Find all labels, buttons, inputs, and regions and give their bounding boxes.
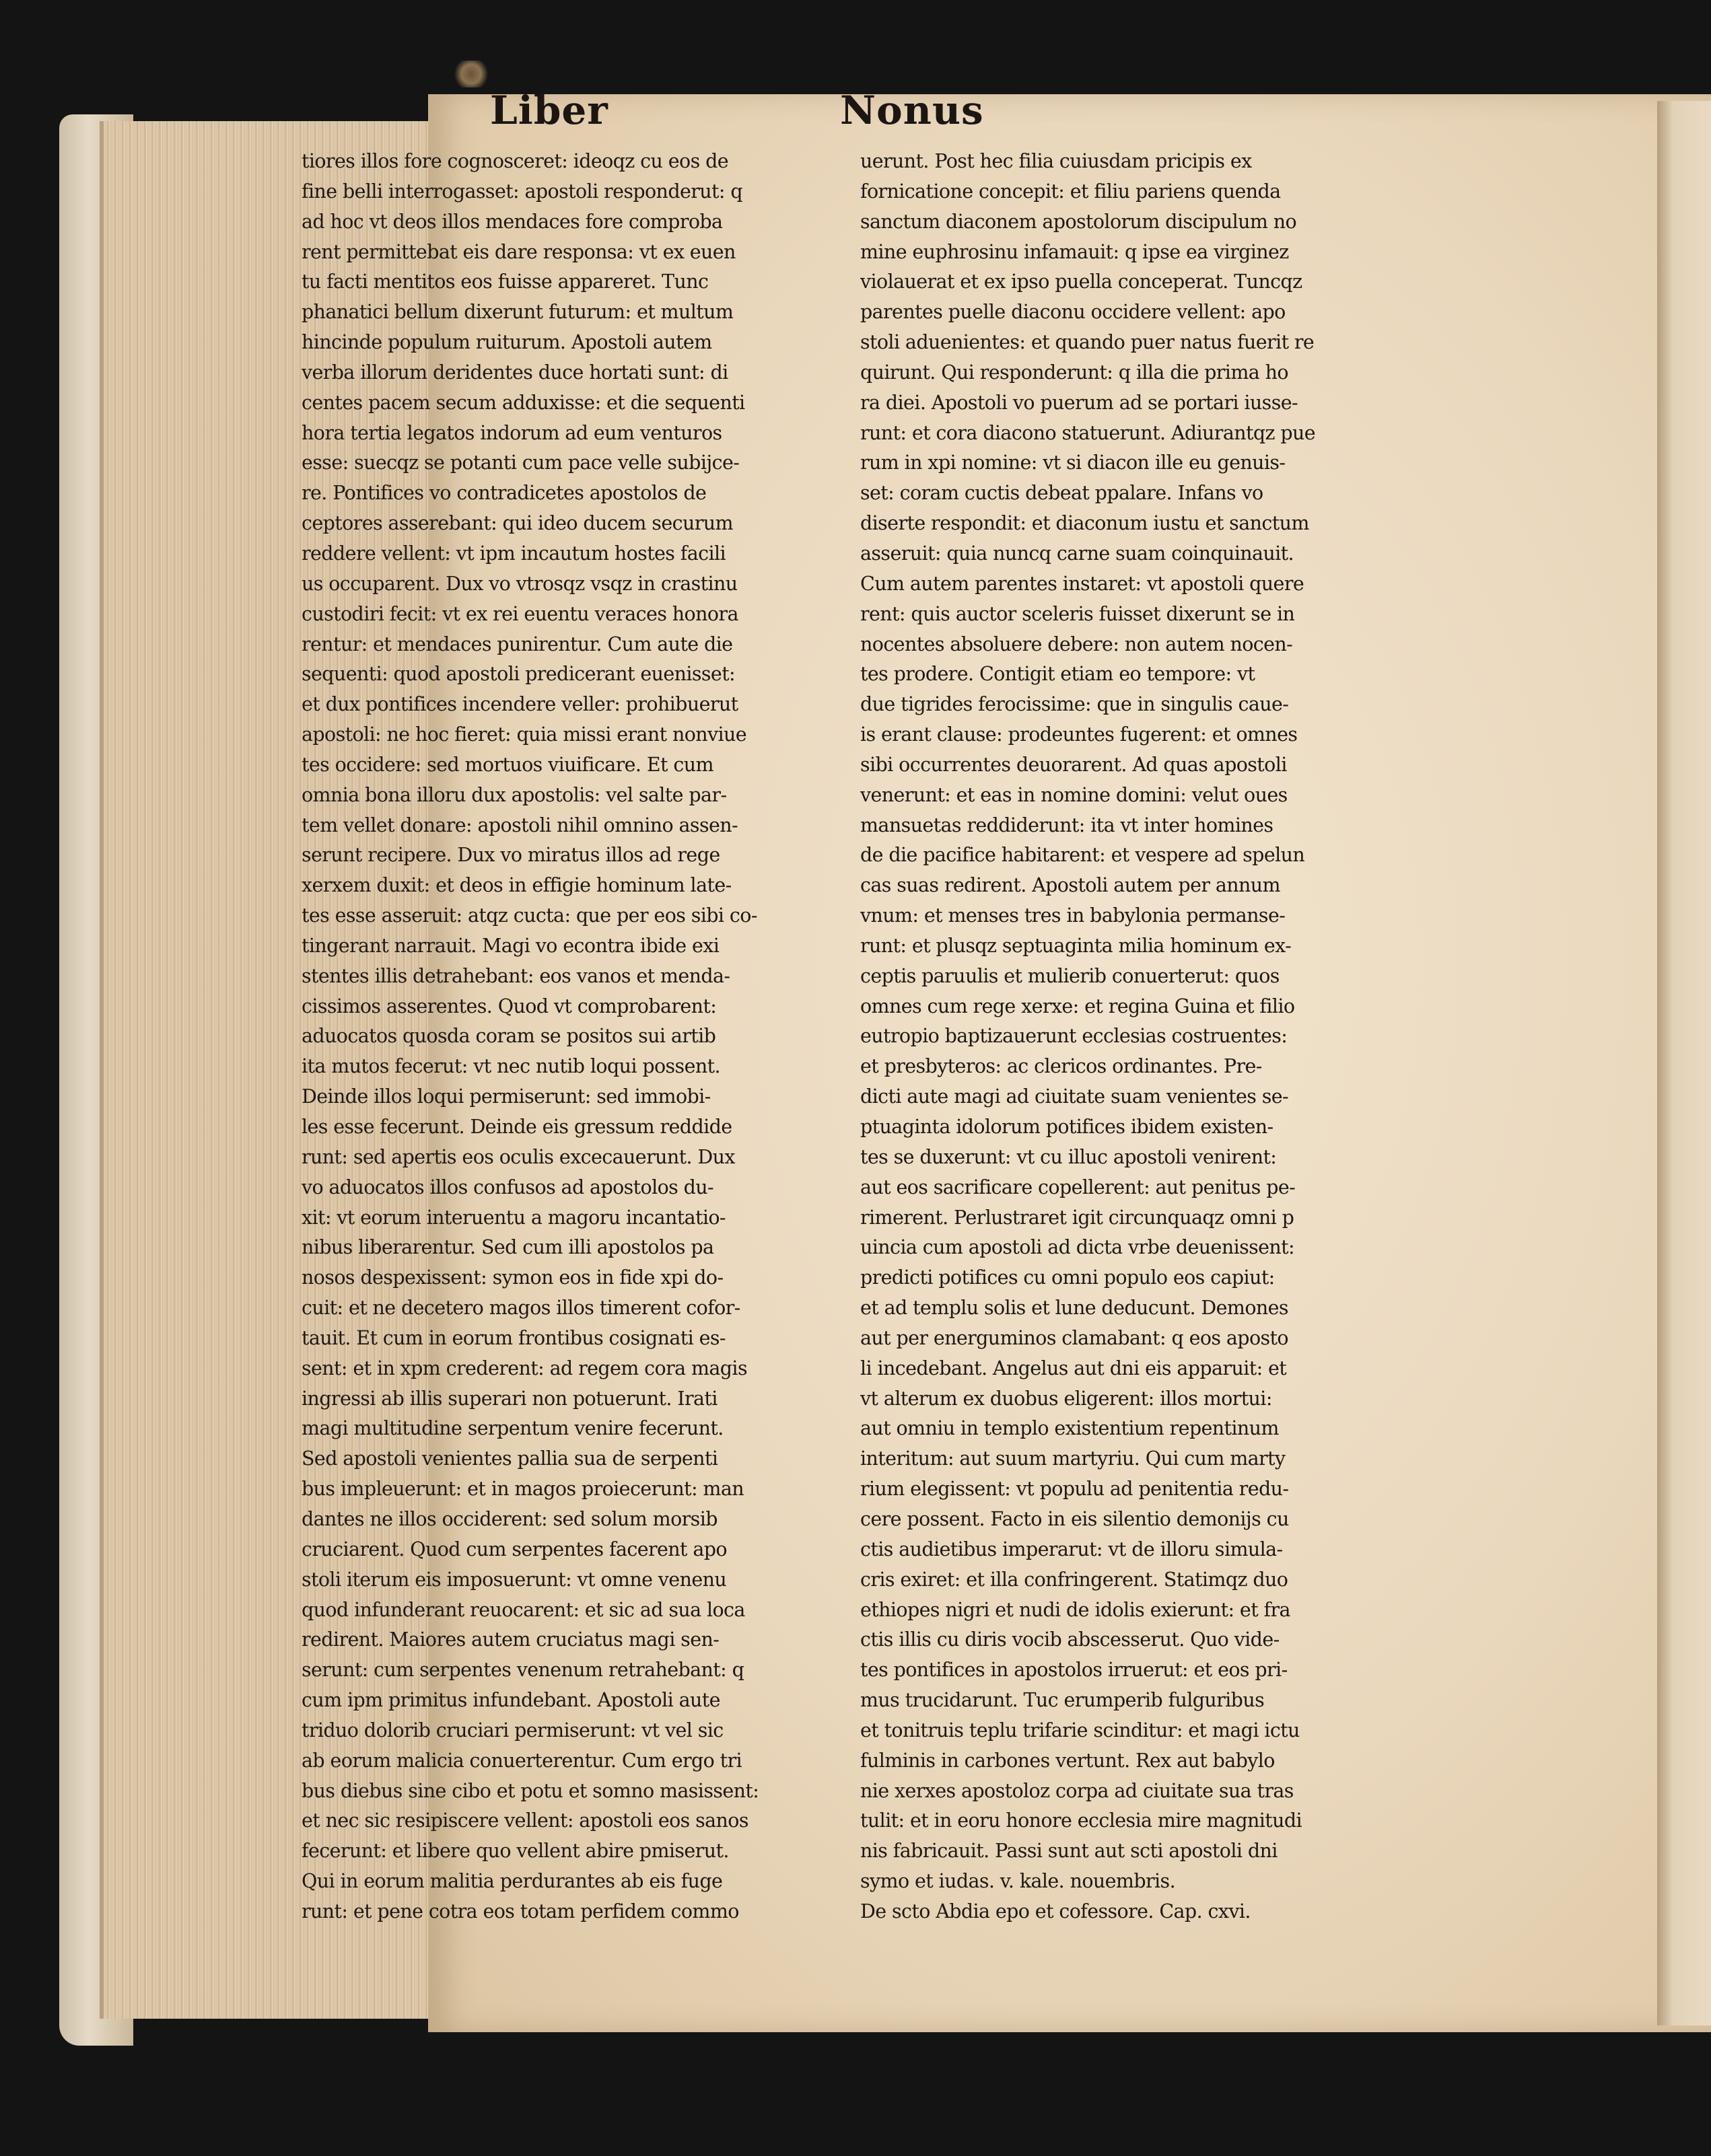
text-line: ceptis paruulis et mulierib conuerterut: quos <box>860 964 1280 987</box>
text-line: tes esse asseruit: atqz cucta: que per eos sibi co- <box>302 904 757 927</box>
text-line: uerunt. Post hec filia cuiusdam pricipis ex <box>860 150 1252 172</box>
text-line: symo et iudas. v. kale. nouembris. <box>860 1870 1176 1893</box>
text-line: omnia bona illoru dux apostolis: vel salte par- <box>302 783 727 806</box>
text-line: runt: et plusqz septuaginta milia hominum ex- <box>860 934 1292 957</box>
text-line: phanatici bellum dixerunt futurum: et multum <box>302 301 734 324</box>
text-line: aut per energuminos clamabant: q eos aposto <box>860 1326 1288 1349</box>
text-line: ceptores asserebant: qui ideo ducem securum <box>302 512 733 535</box>
text-column-left <box>302 147 814 1927</box>
text-line: bus diebus sine cibo et potu et somno masissent: <box>302 1779 759 1802</box>
text-line: tes se duxerunt: vt cu illuc apostoli venirent: <box>860 1145 1277 1168</box>
text-column-right <box>860 147 1345 1927</box>
text-line: nosos despexissent: symon eos in fide xpi do- <box>302 1266 724 1289</box>
text-line: rimerent. Perlustraret igit circunquaqz omni p <box>860 1206 1294 1229</box>
text-line: sibi occurrentes deuorarent. Ad quas apostoli <box>860 753 1287 776</box>
text-line: custodiri fecit: vt ex rei euentu veraces honora <box>302 602 738 625</box>
running-head-right: Nonus <box>840 87 984 133</box>
text-line: fecerunt: et libere quo vellent abire pmiserut. <box>302 1840 729 1863</box>
text-line: sanctum diaconem apostolorum discipulum no <box>860 210 1297 233</box>
text-line: tingerant narrauit. Magi vo econtra ibide exi <box>302 934 720 957</box>
text-line: et ad templu solis et lune deducunt. Demones <box>860 1297 1288 1320</box>
text-line: et tonitruis teplu trifarie scinditur: et magi ictu <box>860 1719 1300 1741</box>
text-line: tulit: et in eoru honore ecclesia mire magnitudi <box>860 1809 1302 1832</box>
text-line: hora tertia legatos indorum ad eum venturos <box>302 421 722 444</box>
text-line: bus impleuerunt: et in magos proiecerunt: man <box>302 1478 744 1501</box>
text-line: redirent. Maiores autem cruciatus magi sen- <box>302 1628 720 1651</box>
text-line: De scto Abdia epo et cofessore. Cap. cxvi. <box>860 1900 1251 1923</box>
text-line: eutropio baptizauerunt ecclesias costruentes: <box>860 1025 1288 1048</box>
text-line: nis fabricauit. Passi sunt aut scti apostoli dni <box>860 1840 1278 1863</box>
text-line: venerunt: et eas in nomine domini: velut oues <box>860 783 1288 806</box>
text-line: de die pacifice habitarent: et vespere ad spelun <box>860 844 1305 867</box>
text-line: stentes illis detrahebant: eos vanos et menda- <box>302 964 730 987</box>
text-line: sequenti: quod apostoli predicerant euenisset: <box>302 663 736 686</box>
text-line: predicti potifices cu omni populo eos capiut: <box>860 1266 1275 1289</box>
text-line: dicti aute magi ad ciuitate suam venientes se- <box>860 1085 1289 1108</box>
text-line: runt: et cora diacono statuerunt. Adiurantqz pue <box>860 421 1316 444</box>
text-line: ra diei. Apostoli vo puerum ad se portari iusse- <box>860 391 1298 414</box>
text-line: cissimos asserentes. Quod vt comprobarent: <box>302 995 717 1017</box>
text-line: ad hoc vt deos illos mendaces fore comproba <box>302 210 723 233</box>
text-line: set: coram cuctis debeat ppalare. Infans vo <box>860 482 1263 505</box>
text-line: aut eos sacrificare copellerent: aut penitus pe- <box>860 1176 1296 1198</box>
text-line: interitum: aut suum martyriu. Qui cum marty <box>860 1447 1286 1470</box>
text-line: esse: suecqz se potanti cum pace velle subijce- <box>302 452 740 474</box>
text-line: et presbyteros: ac clericos ordinantes. Pre- <box>860 1055 1262 1078</box>
text-line: magi multitudine serpentum venire fecerunt. <box>302 1417 724 1440</box>
text-line: xit: vt eorum interuentu a magoru incantatio- <box>302 1206 726 1229</box>
text-line: re. Pontifices vo contradicetes apostolos de <box>302 482 707 505</box>
ink-stain <box>451 61 491 87</box>
text-line: uincia cum apostoli ad dicta vrbe deuenissent: <box>860 1236 1295 1259</box>
text-line: tes pontifices in apostolos irruerut: et eos pri- <box>860 1659 1288 1682</box>
text-line: quirunt. Qui responderunt: q illa die prima ho <box>860 361 1288 384</box>
text-line: aut omniu in templo existentium repentinum <box>860 1417 1279 1440</box>
text-line: Cum autem parentes instaret: vt apostoli quere <box>860 572 1304 595</box>
text-line: mansuetas reddiderunt: ita vt inter homines <box>860 814 1273 836</box>
text-line: Sed apostoli venientes pallia sua de serpenti <box>302 1447 718 1470</box>
text-line: ethiopes nigri et nudi de idolis exierunt: et fra <box>860 1598 1290 1621</box>
text-line: runt: sed apertis eos oculis excecauerunt. Dux <box>302 1145 735 1168</box>
text-line: quod infunderant reuocarent: et sic ad sua loca <box>302 1598 745 1621</box>
text-line: li incedebant. Angelus aut dni eis apparuit: et <box>860 1357 1287 1379</box>
text-line: omnes cum rege xerxe: et regina Guina et filio <box>860 995 1295 1017</box>
text-line: cuit: et ne decetero magos illos timerent cofor- <box>302 1297 740 1320</box>
text-line: nie xerxes apostoloz corpa ad ciuitate sua tras <box>860 1779 1294 1802</box>
text-line: tes occidere: sed mortuos viuificare. Et cum <box>302 753 713 776</box>
text-line: et nec sic resipiscere vellent: apostoli eos sanos <box>302 1809 748 1832</box>
text-line: ctis illis cu diris vocib abscesserut. Quo vide- <box>860 1628 1280 1651</box>
facing-page-edge <box>1657 101 1711 2025</box>
text-line: mus trucidarunt. Tuc erumperib fulguribus <box>860 1689 1265 1712</box>
text-line: ptuaginta idolorum potifices ibidem existen- <box>860 1116 1273 1138</box>
text-line: fulminis in carbones vertunt. Rex aut babylo <box>860 1749 1275 1772</box>
text-line: hincinde populum ruiturum. Apostoli autem <box>302 331 712 354</box>
text-line: Deinde illos loqui permiserunt: sed immobi- <box>302 1085 711 1108</box>
text-line: ctis audietibus imperarut: vt de illoru simula- <box>860 1538 1283 1560</box>
text-line: cris exiret: et illa confringerent. Statimqz duo <box>860 1568 1288 1591</box>
text-line: nocentes absoluere debere: non autem nocen- <box>860 633 1293 655</box>
text-line: tiores illos fore cognosceret: ideoqz cu eos de <box>302 150 728 172</box>
text-line: triduo dolorib cruciari permiserunt: vt vel sic <box>302 1719 724 1741</box>
text-line: tu facti mentitos eos fuisse appareret. Tunc <box>302 271 709 293</box>
text-line: xerxem duxit: et deos in effigie hominum late- <box>302 874 732 897</box>
text-line: centes pacem secum adduxisse: et die sequenti <box>302 391 745 414</box>
text-line: diserte respondit: et diaconum iustu et sanctum <box>860 512 1309 535</box>
text-line: rium elegissent: vt populu ad penitentia redu- <box>860 1478 1289 1501</box>
text-line: rent: quis auctor sceleris fuisset dixerunt se in <box>860 602 1295 625</box>
text-line: vnum: et menses tres in babylonia permanse- <box>860 904 1286 927</box>
text-line: reddere vellent: vt ipm incautum hostes facili <box>302 542 726 565</box>
text-line: dantes ne illos occiderent: sed solum morsib <box>302 1507 718 1530</box>
text-line: stoli aduenientes: et quando puer natus fuerit re <box>860 331 1315 354</box>
text-line: fornicatione concepit: et filiu pariens quenda <box>860 180 1281 203</box>
text-line: violauerat et ex ipso puella conceperat. Tuncqz <box>860 271 1302 293</box>
text-line: ab eorum malicia conuerterentur. Cum ergo tri <box>302 1749 742 1772</box>
text-line: serunt: cum serpentes venenum retrahebant: q <box>302 1659 744 1682</box>
text-line: rent permittebat eis dare responsa: vt ex euen <box>302 240 736 263</box>
text-line: runt: et pene cotra eos totam perfidem commo <box>302 1900 739 1923</box>
text-line: rentur: et mendaces punirentur. Cum aute die <box>302 633 733 655</box>
text-line: vo aduocatos illos confusos ad apostolos du- <box>302 1176 714 1198</box>
text-line: fine belli interrogasset: apostoli responderut: q <box>302 180 742 203</box>
running-head-left: Liber <box>490 87 608 133</box>
text-line: stoli iterum eis imposuerunt: vt omne venenu <box>302 1568 727 1591</box>
text-line: tem vellet donare: apostoli nihil omnino assen- <box>302 814 738 836</box>
text-line: cas suas redirent. Apostoli autem per annum <box>860 874 1280 897</box>
text-line: ingressi ab illis superari non potuerunt. Irati <box>302 1387 718 1410</box>
text-line: asseruit: quia nuncq carne suam coinquinauit. <box>860 542 1294 565</box>
text-line: nibus liberarentur. Sed cum illi apostolos pa <box>302 1236 714 1259</box>
text-line: due tigrides ferocissime: que in singulis caue- <box>860 693 1289 716</box>
text-line: aduocatos quosda coram se positos sui artib <box>302 1025 716 1048</box>
text-line: cere possent. Facto in eis silentio demonijs cu <box>860 1507 1289 1530</box>
text-line: et dux pontifices incendere veller: prohibuerut <box>302 693 738 716</box>
text-line: tes prodere. Contigit etiam eo tempore: vt <box>860 663 1255 686</box>
text-line: us occuparent. Dux vo vtrosqz vsqz in crastinu <box>302 572 738 595</box>
text-line: cruciarent. Quod cum serpentes facerent apo <box>302 1538 727 1560</box>
text-line: vt alterum ex duobus eligerent: illos mortui: <box>860 1387 1272 1410</box>
text-line: cum ipm primitus infundebant. Apostoli aute <box>302 1689 720 1712</box>
text-line: parentes puelle diaconu occidere vellent: apo <box>860 301 1286 324</box>
text-line: rum in xpi nomine: vt si diacon ille eu genuis- <box>860 452 1286 474</box>
text-line: apostoli: ne hoc fieret: quia missi erant nonviue <box>302 723 747 746</box>
text-line: is erant clause: prodeuntes fugerent: et omnes <box>860 723 1298 746</box>
text-line: les esse fecerunt. Deinde eis gressum reddide <box>302 1116 732 1138</box>
text-line: verba illorum deridentes duce hortati sunt: di <box>302 361 728 384</box>
text-line: mine euphrosinu infamauit: q ipse ea virginez <box>860 240 1289 263</box>
text-line: tauit. Et cum in eorum frontibus cosignati es- <box>302 1326 726 1349</box>
text-line: sent: et in xpm crederent: ad regem cora magis <box>302 1357 747 1379</box>
text-line: serunt recipere. Dux vo miratus illos ad rege <box>302 844 720 867</box>
text-line: ita mutos fecerut: vt nec nutib loqui possent. <box>302 1055 720 1078</box>
text-line: Qui in eorum malitia perdurantes ab eis fuge <box>302 1870 723 1893</box>
